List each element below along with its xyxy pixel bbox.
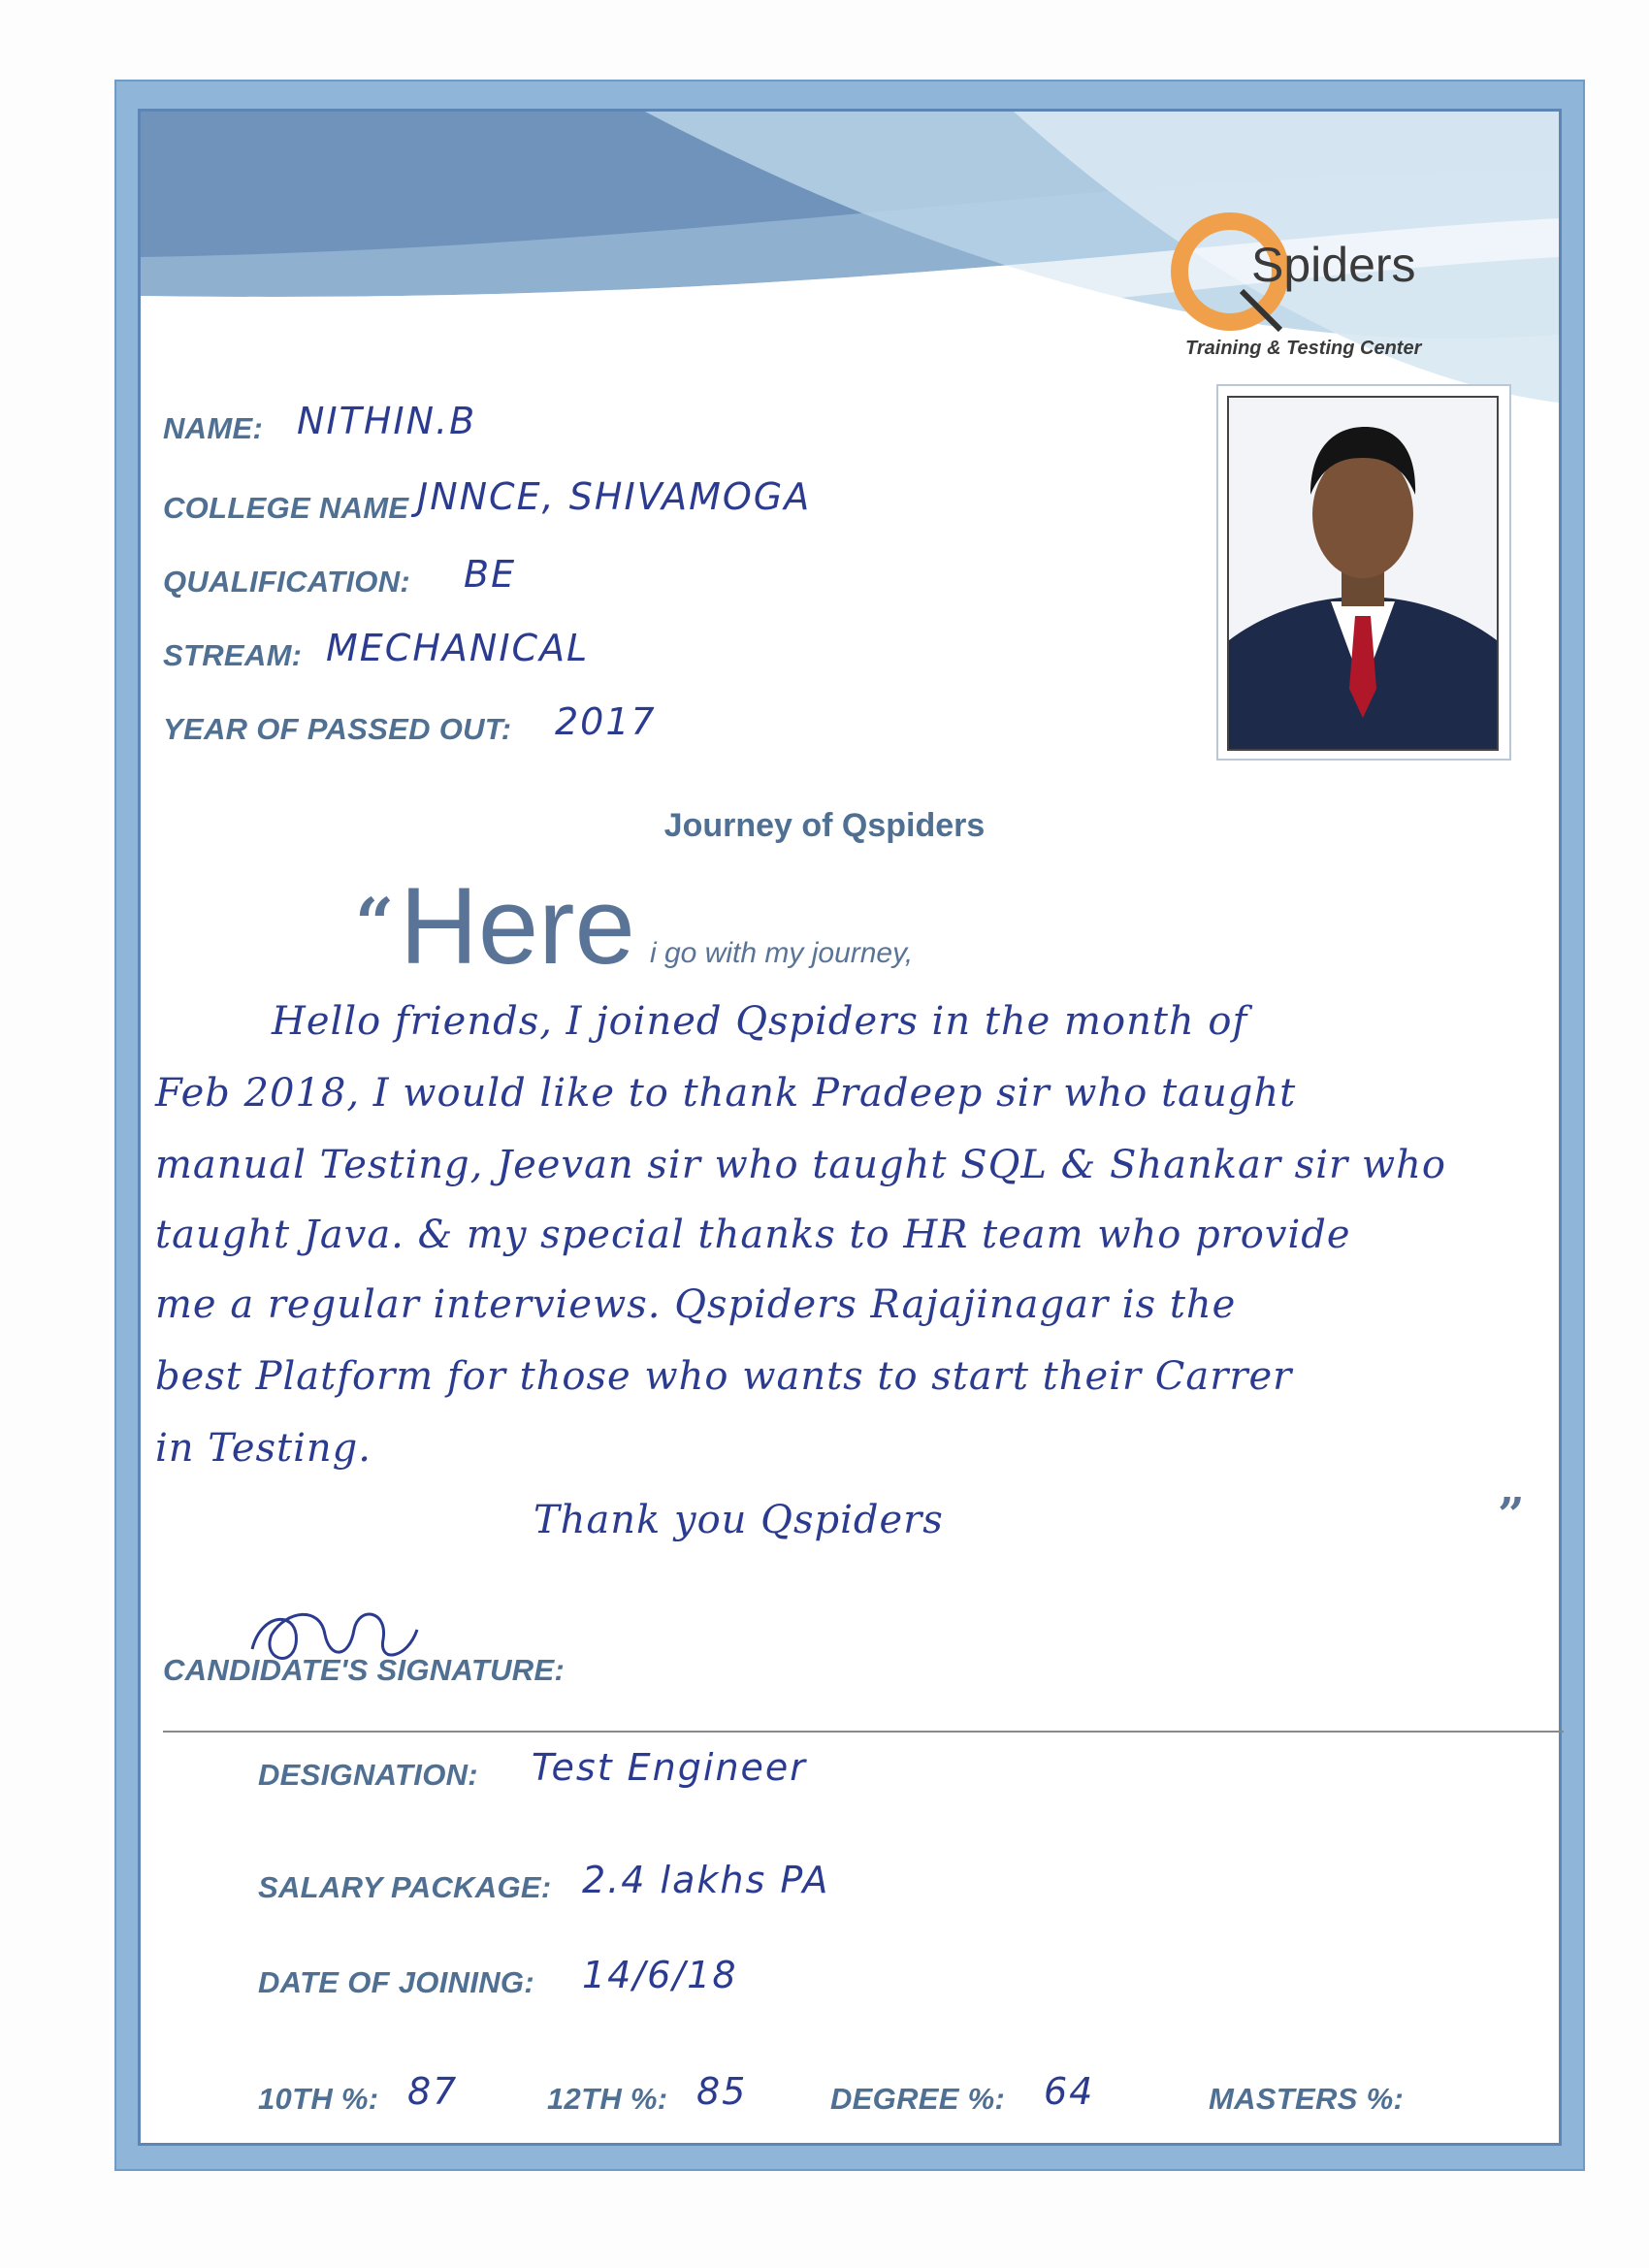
twelfth-label: 12TH %: (547, 2082, 668, 2116)
qualification-value: BE (464, 553, 517, 596)
journey-line: Feb 2018, I would like to thank Pradeep sir who taught (155, 1071, 1297, 1116)
doj-label: DATE OF JOINING: (258, 1965, 534, 1999)
twelfth-value: 85 (696, 2070, 748, 2113)
journey-line: in Testing. (155, 1426, 372, 1471)
here-heading: Here (400, 865, 635, 987)
degree-label: DEGREE %: (830, 2082, 1006, 2116)
college-label: COLLEGE NAME (163, 491, 409, 525)
tenth-value: 87 (407, 2070, 459, 2113)
stream-value: MECHANICAL (326, 627, 590, 669)
salary-label: SALARY PACKAGE: (258, 1870, 552, 1904)
candidate-photo (1227, 396, 1499, 751)
logo-tagline: Training & Testing Center (1185, 338, 1422, 359)
journey-line: manual Testing, Jeevan sir who taught SQL & Shankar sir who (155, 1143, 1446, 1187)
degree-value: 64 (1044, 2070, 1095, 2113)
journey-line: Hello friends, I joined Qspiders in the month of (272, 999, 1248, 1044)
open-quote-mark: “ (355, 883, 395, 963)
designation-label: DESIGNATION: (258, 1758, 478, 1792)
stream-label: STREAM: (163, 638, 303, 672)
journey-closing: Thank you Qspiders (534, 1498, 944, 1542)
designation-value: Test Engineer (532, 1746, 807, 1789)
year-value: 2017 (555, 700, 657, 743)
year-label: YEAR OF PASSED OUT: (163, 712, 512, 746)
qualification-label: QUALIFICATION: (163, 565, 411, 599)
college-value: JNNCE, SHIVAMOGA (417, 475, 812, 518)
journey-line: me a regular interviews. Qspiders Rajajinagar is the (155, 1282, 1237, 1327)
salary-value: 2.4 lakhs PA (582, 1859, 830, 1901)
journey-line: best Platform for those who wants to start their Carrer (155, 1354, 1293, 1399)
doj-value: 14/6/18 (582, 1954, 738, 1996)
portrait-illustration (1229, 398, 1497, 749)
logo-brand-text: Spiders (1251, 238, 1416, 292)
journey-intro: i go with my journey, (650, 937, 914, 969)
close-quote-mark: ” (1498, 1488, 1525, 1542)
name-value: NITHIN.B (297, 400, 477, 442)
masters-label: MASTERS %: (1209, 2082, 1405, 2116)
journey-title: Journey of Qspiders (663, 807, 986, 844)
name-label: NAME: (163, 411, 264, 445)
section-divider (163, 1731, 1564, 1733)
tenth-label: 10TH %: (258, 2082, 379, 2116)
journey-line: taught Java. & my special thanks to HR team who provide (155, 1213, 1351, 1257)
signature-label: CANDIDATE'S SIGNATURE: (163, 1653, 566, 1687)
